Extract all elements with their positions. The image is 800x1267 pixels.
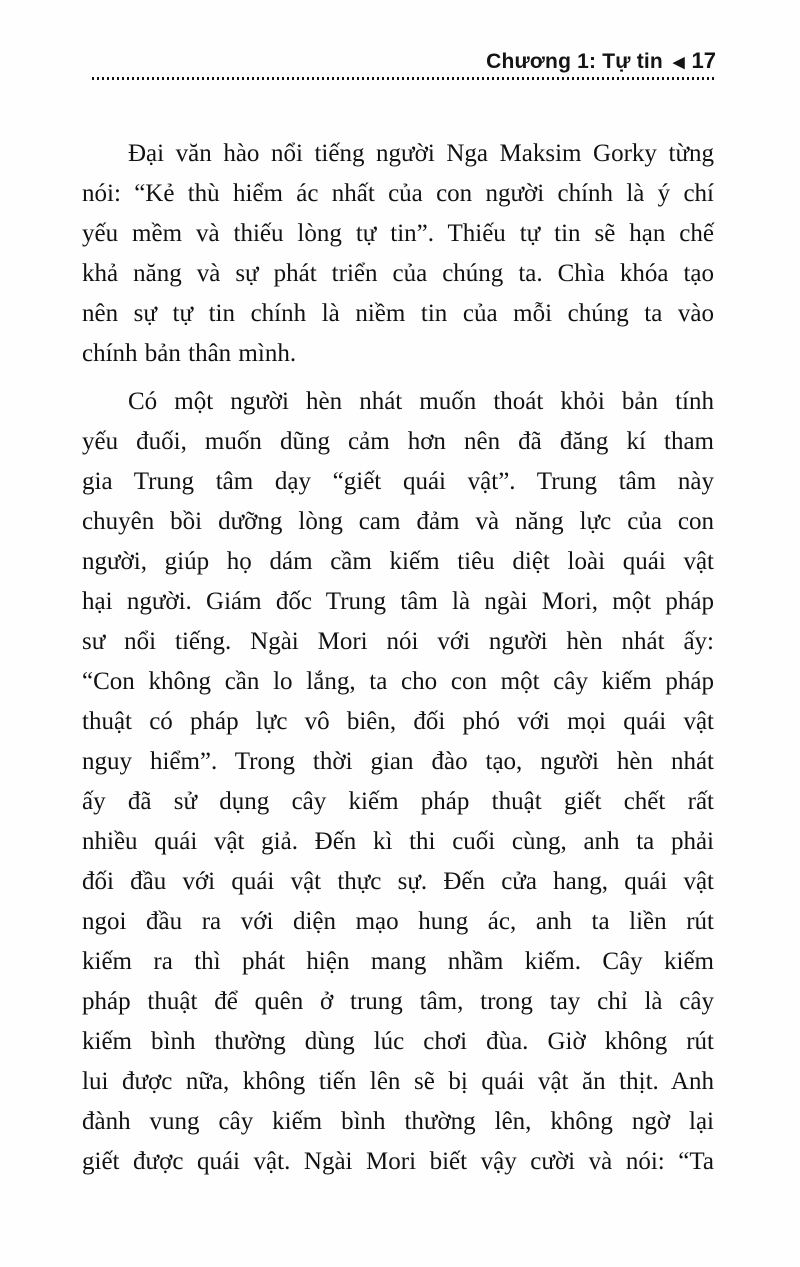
text-line: ngoi đầu ra với diện mạo hung ác, anh ta liền rút xyxy=(82,908,714,935)
text-line: kiếm bình thường dùng lúc chơi đùa. Giờ không rút xyxy=(82,1028,714,1055)
text-line: ấy đã sử dụng cây kiếm pháp thuật giết chết rất xyxy=(82,788,714,815)
text-line: người, giúp họ dám cầm kiếm tiêu diệt loài quái vật xyxy=(82,548,714,575)
text-line: Có một người hèn nhát muốn thoát khỏi bản tính xyxy=(128,388,714,415)
text-line: khả năng và sự phát triển của chúng ta. Chìa khóa tạo xyxy=(82,260,714,287)
chapter-title: Chương 1: Tự tin xyxy=(486,50,663,73)
text-line: hại người. Giám đốc Trung tâm là ngài Mori, một pháp xyxy=(82,588,714,615)
text-line: pháp thuật để quên ở trung tâm, trong tay chỉ là cây xyxy=(82,988,714,1015)
paragraph-1 xyxy=(82,134,714,374)
text-line: sư nổi tiếng. Ngài Mori nói với người hèn nhát ấy: xyxy=(82,628,714,655)
text-line: giết được quái vật. Ngài Mori biết vậy cười và nói: “Ta xyxy=(82,1148,714,1175)
text-line: nên sự tự tin chính là niềm tin của mỗi chúng ta vào xyxy=(82,300,714,327)
text-line: đành vung cây kiếm bình thường lên, không ngờ lại xyxy=(82,1108,714,1135)
header-dotted-divider xyxy=(92,77,717,80)
page-number: 17 xyxy=(691,48,716,73)
text-line: thuật có pháp lực vô biên, đối phó với mọi quái vật xyxy=(82,708,714,735)
text-line: yếu mềm và thiếu lòng tự tin”. Thiếu tự tin sẽ hạn chế xyxy=(82,220,714,247)
text-line: yếu đuối, muốn dũng cảm hơn nên đã đăng kí tham xyxy=(82,428,714,455)
text-line: nhiều quái vật giả. Đến kì thi cuối cùng, anh ta phải xyxy=(82,828,714,855)
body-text xyxy=(82,134,714,1182)
text-line: chính bản thân mình. xyxy=(82,340,297,367)
text-line: nói: “Kẻ thù hiểm ác nhất của con người chính là ý chí xyxy=(82,180,714,207)
page-marker-icon: ◀ xyxy=(672,54,685,71)
text-line: đối đầu với quái vật thực sự. Đến cửa hang, quái vật xyxy=(82,868,714,895)
text-line: Đại văn hào nổi tiếng người Nga Maksim Gorky từng xyxy=(128,140,714,167)
paragraph-2 xyxy=(82,382,714,1182)
text-line: nguy hiểm”. Trong thời gian đào tạo, người hèn nhát xyxy=(82,748,714,775)
running-header xyxy=(92,48,716,77)
text-line: kiếm ra thì phát hiện mang nhầm kiếm. Cây kiếm xyxy=(82,948,714,975)
text-line: lui được nữa, không tiến lên sẽ bị quái vật ăn thịt. Anh xyxy=(82,1068,714,1095)
text-line: “Con không cần lo lắng, ta cho con một cây kiếm pháp xyxy=(82,668,714,695)
text-line: chuyên bồi dưỡng lòng cam đảm và năng lực của con xyxy=(82,508,714,535)
text-line: gia Trung tâm dạy “giết quái vật”. Trung tâm này xyxy=(82,468,714,495)
